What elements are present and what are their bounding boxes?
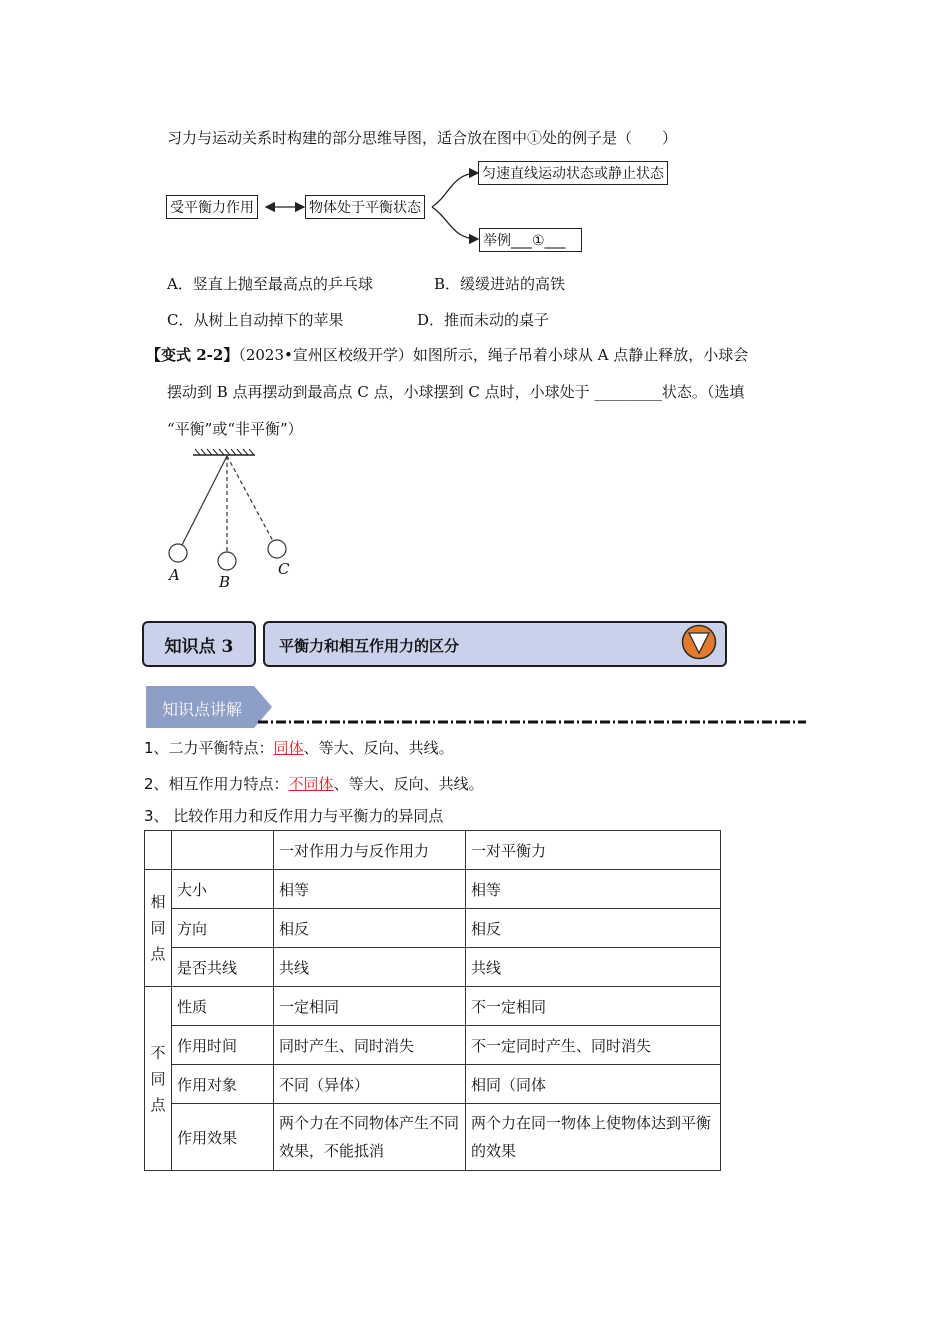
section-number: 知识点 3 xyxy=(142,621,256,667)
point-2-suffix: 、等大、反向、共线。 xyxy=(333,775,484,793)
table-row xyxy=(145,948,721,987)
table-cell: 相等 xyxy=(274,870,466,909)
point-3: 3、 比较作用力和反作用力与平衡力的异同点 xyxy=(144,807,444,825)
section-title-banner xyxy=(263,621,727,667)
group-diff-label: 不 同 点 xyxy=(145,987,172,1171)
point-1-key: 同体 xyxy=(273,739,304,757)
variant-question-line2: 摆动到 B 点再摆动到最高点 C 点，小球摆到 C 点时，小球处于 _________状态。（选填 xyxy=(167,383,745,401)
comparison-table xyxy=(144,830,721,1171)
table-row xyxy=(145,1065,721,1104)
point-2-key: 不同体 xyxy=(288,775,334,793)
table-cell: 性质 xyxy=(172,987,274,1026)
variant-question-line3: “平衡”或“非平衡”） xyxy=(167,420,303,438)
table-cell: 不一定相同 xyxy=(466,987,721,1026)
table-cell: 方向 xyxy=(172,909,274,948)
table-cell: 相反 xyxy=(466,909,721,948)
mindmap-node-balanced-forces: 受平衡力作用 xyxy=(166,195,258,219)
table-cell: 不一定同时产生、同时消失 xyxy=(466,1026,721,1065)
pendulum-label-b: B xyxy=(219,573,231,591)
table-header-cell: 一对作用力与反作用力 xyxy=(274,831,466,870)
variant-question-line1 xyxy=(146,344,748,365)
table-cell: 是否共线 xyxy=(172,948,274,987)
group-same-label: 相 同 点 xyxy=(145,870,172,987)
table-cell: 相同（同体 xyxy=(466,1065,721,1104)
triangle-down-icon xyxy=(681,624,717,660)
table-cell: 两个力在不同物体产生不同效果，不能抵消 xyxy=(274,1104,466,1171)
tag-divider xyxy=(258,717,808,727)
point-2 xyxy=(144,773,484,794)
point-1-prefix: 1、二力平衡特点： xyxy=(144,739,274,757)
table-cell: 共线 xyxy=(466,948,721,987)
pendulum-ball-b xyxy=(218,552,236,570)
pendulum-ball-c xyxy=(268,540,286,558)
table-cell: 相等 xyxy=(466,870,721,909)
table-cell: 不同（异体） xyxy=(274,1065,466,1104)
table-cell: 作用时间 xyxy=(172,1026,274,1065)
question-intro: 习力与运动关系时构建的部分思维导图，适合放在图中①处的例子是（ ） xyxy=(167,129,678,147)
option-a: A．竖直上抛至最高点的乒乓球 xyxy=(167,275,373,293)
table-header-row xyxy=(145,831,721,870)
table-row xyxy=(145,909,721,948)
table-cell: 一定相同 xyxy=(274,987,466,1026)
table-row xyxy=(145,870,721,909)
variant-text-1: （2023•宣州区校级开学）如图所示，绳子吊着小球从 A 点静止释放，小球会 xyxy=(238,346,749,364)
point-2-prefix: 2、相互作用力特点： xyxy=(144,775,289,793)
mindmap-node-motion-state: 匀速直线运动状态或静止状态 xyxy=(478,161,668,185)
section-title: 平衡力和相互作用力的区分 xyxy=(279,637,460,655)
option-d: D．推而未动的桌子 xyxy=(417,311,550,329)
table-cell: 相反 xyxy=(274,909,466,948)
pendulum-ball-a xyxy=(169,544,187,562)
table-cell xyxy=(172,831,274,870)
mindmap-node-example: 举例___①___ xyxy=(479,228,582,252)
table-cell: 同时产生、同时消失 xyxy=(274,1026,466,1065)
option-b: B．缓缓进站的高铁 xyxy=(434,275,566,293)
table-header-cell: 一对平衡力 xyxy=(466,831,721,870)
table-cell: 共线 xyxy=(274,948,466,987)
table-cell: 作用对象 xyxy=(172,1065,274,1104)
knowledge-tag: 知识点讲解 xyxy=(162,700,243,719)
point-1-suffix: 、等大、反向、共线。 xyxy=(303,739,454,757)
table-cell: 大小 xyxy=(172,870,274,909)
point-1 xyxy=(144,737,454,758)
pendulum-label-a: A xyxy=(169,566,180,584)
variant-label: 【变式 2-2】 xyxy=(146,346,239,364)
table-cell xyxy=(145,831,172,870)
mindmap-node-equilibrium: 物体处于平衡状态 xyxy=(305,195,425,219)
table-row xyxy=(145,987,721,1026)
table-row xyxy=(145,1104,721,1171)
table-cell: 两个力在同一物体上使物体达到平衡的效果 xyxy=(466,1104,721,1171)
pendulum-label-c: C xyxy=(278,560,290,578)
option-c: C．从树上自动掉下的苹果 xyxy=(167,311,344,329)
table-cell: 作用效果 xyxy=(172,1104,274,1171)
table-row xyxy=(145,1026,721,1065)
